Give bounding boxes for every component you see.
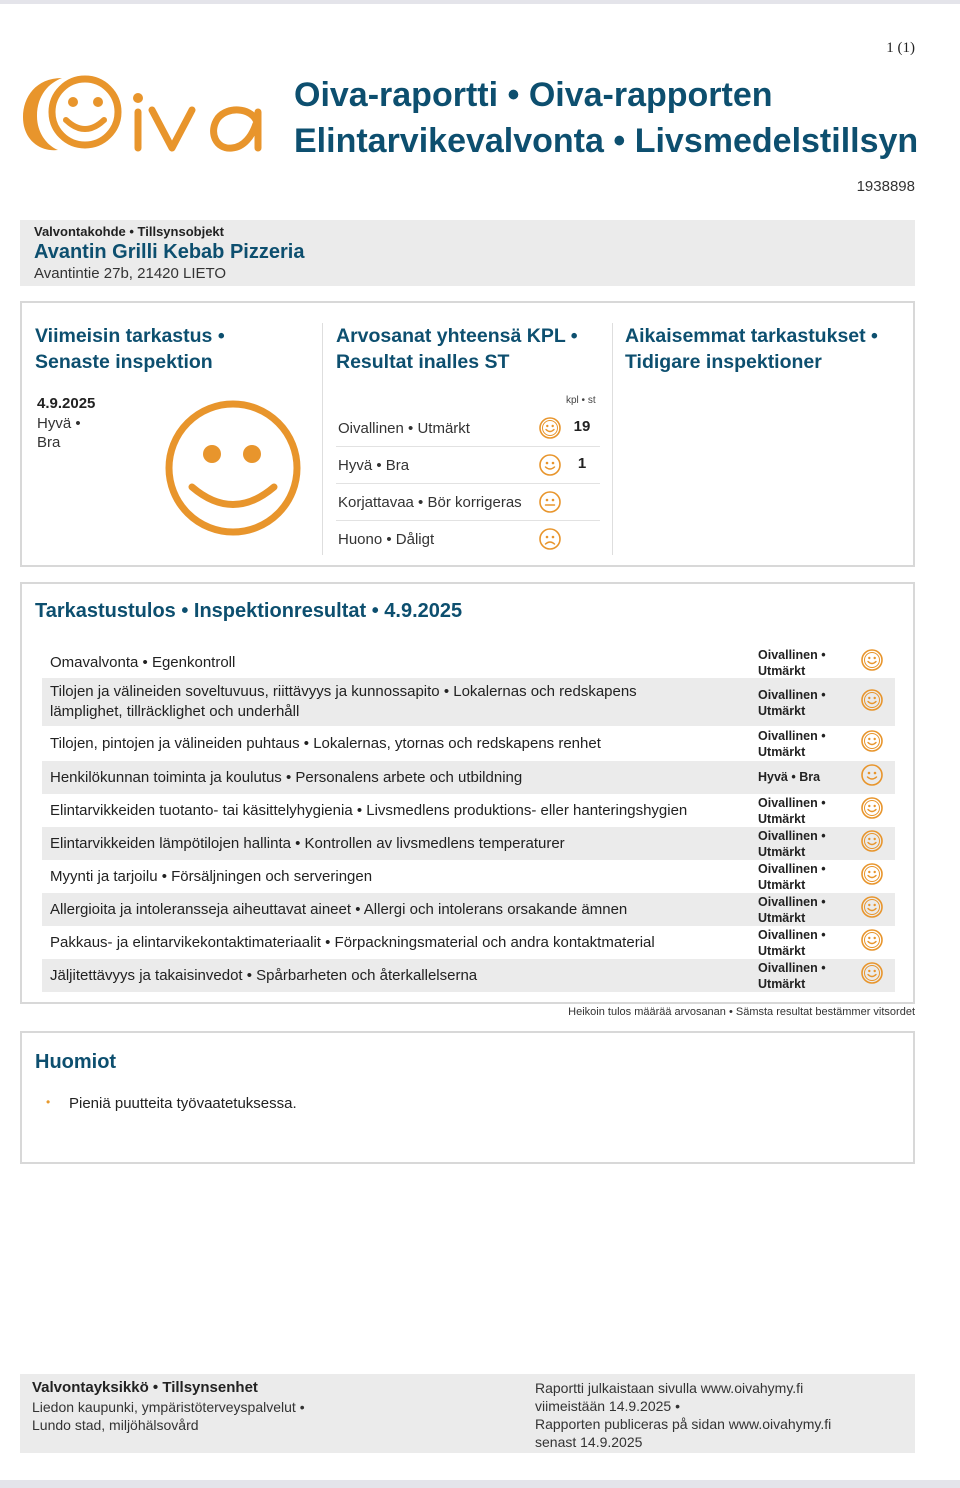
grading-footnote: Heikoin tulos määrää arvosanan • Sämsta resultat bestämmer vitsordet (568, 1006, 915, 1018)
result-row: Elintarvikkeiden lämpötilojen hallinta • Kontrollen av livsmedlens temperaturer Oivallinen • Utmärkt (42, 827, 895, 860)
report-title-line2: Elintarvikevalvonta • Livsmedelstillsyn (294, 122, 919, 160)
document-id: 1938898 (856, 178, 915, 195)
excellent-smiley-icon (860, 895, 884, 919)
grade-row-excellent: Oivallinen • Utmärkt 19 (336, 410, 600, 447)
supervision-unit-name: Liedon kaupunki, ympäristöterveyspalvelut • Lundo stad, miljöhälsovård (32, 1399, 305, 1433)
report-title-line1: Oiva-raportti • Oiva-rapporten (294, 76, 773, 114)
result-row: Elintarvikkeiden tuotanto- tai käsittelyhygienia • Livsmedlens produktions- eller hanteringshygien Oivallinen • Utmärkt (42, 794, 895, 827)
result-row: Tilojen, pintojen ja välineiden puhtaus • Lokalernas, ytornas och redskapens renhet Oivallinen • Utmärkt (42, 726, 895, 761)
count-unit-label: kpl • st (566, 395, 596, 406)
excellent-smiley-icon (538, 416, 562, 440)
excellent-smiley-icon (860, 648, 884, 672)
report-title (294, 72, 918, 164)
target-label: Valvontakohde • Tillsynsobjekt (34, 224, 224, 239)
result-row: Omavalvonta • Egenkontroll Oivallinen • Utmärkt (42, 645, 895, 678)
latest-inspection-grade: Hyvä • Bra (37, 415, 81, 451)
result-row: Myynti ja tarjoilu • Försäljningen och serveringen Oivallinen • Utmärkt (42, 860, 895, 893)
bullet-icon: • (46, 1095, 51, 1109)
publication-info: Raportti julkaistaan sivulla www.oivahymy.fi viimeistään 14.9.2025 • Rapporten publiceras på sidan www.oivahymy.fi senast 14.9.2025 (535, 1380, 832, 1450)
excellent-smiley-icon (860, 729, 884, 753)
inspection-results-panel (20, 582, 915, 1004)
previous-inspections-heading: Aikaisemmat tarkastukset • Tidigare inspektioner (625, 325, 878, 373)
latest-inspection-heading: Viimeisin tarkastus • Senaste inspektion (35, 325, 225, 373)
neutral-face-icon (538, 490, 562, 514)
excellent-smiley-icon (860, 928, 884, 952)
column-divider (322, 323, 323, 555)
excellent-smiley-icon (860, 862, 884, 886)
grade-row-poor: Huono • Dåligt (336, 521, 600, 558)
top-edge (0, 0, 960, 4)
results-heading: Tarkastustulos • Inspektionresultat • 4.9.2025 (35, 600, 463, 622)
remark-item: Pieniä puutteita työvaatetuksessa. (69, 1095, 297, 1112)
oiva-logo (18, 62, 268, 162)
excellent-smiley-icon (860, 829, 884, 853)
result-row: Allergioita ja intoleransseja aiheuttavat aineet • Allergi och intolerans orsakande ämnen Oivallinen • Utmärkt (42, 893, 895, 926)
inspection-target (20, 220, 915, 286)
good-smiley-icon (538, 453, 562, 477)
bottom-edge (0, 1480, 960, 1488)
supervision-unit-heading: Valvontayksikkö • Tillsynsenhet (32, 1379, 258, 1396)
page-number: 1 (1) (886, 40, 915, 56)
sad-face-icon (538, 527, 562, 551)
column-divider (612, 323, 613, 555)
target-name: Avantin Grilli Kebab Pizzeria (34, 241, 305, 263)
remarks-panel (20, 1031, 915, 1164)
remarks-heading: Huomiot (35, 1051, 117, 1073)
excellent-smiley-icon (860, 688, 884, 712)
grade-row-good: Hyvä • Bra 1 (336, 447, 600, 484)
latest-inspection-date: 4.9.2025 (37, 395, 96, 412)
excellent-smiley-icon (860, 961, 884, 985)
result-row: Pakkaus- ja elintarvikekontaktimateriaalit • Förpackningsmaterial och andra kontaktmaterial Oivallinen • Utmärkt (42, 926, 895, 959)
grade-row-needs-correction: Korjattavaa • Bör korrigeras (336, 484, 600, 521)
totals-heading: Arvosanat yhteensä KPL • Resultat inalles ST (336, 325, 578, 373)
result-row: Tilojen ja välineiden soveltuvuus, riittävyys ja kunnossapito • Lokalernas och redskapens lämplighet, tillräcklighet och underhåll Oivallinen • Utmärkt (42, 678, 895, 726)
target-address: Avantintie 27b, 21420 LIETO (34, 265, 227, 282)
excellent-smiley-icon (860, 796, 884, 820)
result-row: Jäljitettävyys ja takaisinvedot • Spårbarheten och återkallelserna Oivallinen • Utmärkt (42, 959, 895, 992)
footer (20, 1374, 915, 1453)
result-row: Henkilökunnan toiminta ja koulutus • Personalens arbete och utbildning Hyvä • Bra (42, 761, 895, 794)
summary-panel (20, 301, 915, 567)
good-smiley-icon (860, 763, 884, 787)
good-smiley-large-icon (162, 397, 304, 539)
